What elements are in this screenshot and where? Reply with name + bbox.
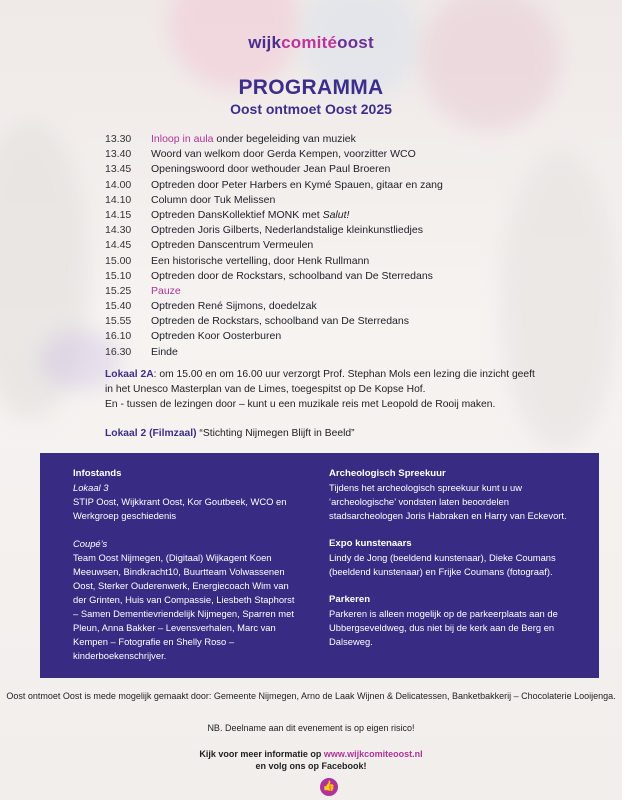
info-panel — [40, 453, 599, 678]
lokaal-2-description: Lokaal 2 (Filmzaal) “Stichting Nijmegen Blijft in Beeld” — [105, 428, 355, 439]
schedule-row: 15.55 Optreden de Rockstars, schoolband van De Sterredans — [105, 315, 409, 328]
schedule-row: 13.45 Openingswoord door wethouder Jean Paul Broeren — [105, 163, 391, 176]
expo-text: Lindy de Jong (beeldend kunstenaar), Dieke Coumans (beeldend kunstenaar) en Frijke Coumans (fotograaf). — [329, 552, 556, 577]
schedule-row: 15.00 Een historische vertelling, door Henk Rullmann — [105, 254, 370, 267]
lokaal3-text: STIP Oost, Wijkkrant Oost, Kor Goutbeek, WCO en Werkgroep geschiedenis — [73, 496, 287, 521]
lokaal-2a-description: Lokaal 2A: om 15.00 en om 16.00 uur verzorgt Prof. Stephan Mols een lezing die inzicht geeft in het Unesco Masterplan van de Limes, toegespitst op De Kopse Hof. En - tussen de lezingen door – kunt u een muzikale reis met Leopold de Rooij maken. — [105, 369, 535, 410]
archeologisch-text: Tijdens het archeologisch spreekuur kunt u uw ‘archeologische’ vondsten laten beoordelen stadsarcheologen Joris Habraken en Harry van Eckevort. — [329, 482, 567, 521]
lokaal3-label: Lokaal 3 — [73, 482, 109, 493]
more-info: Kijk voor meer informatie op www.wijkcomiteoost.nl en volg ons op Facebook! — [199, 749, 423, 771]
thumbs-up-icon[interactable]: 👍 — [320, 778, 338, 796]
schedule-row: 15.10 Optreden door de Rockstars, schoolband van De Sterredans — [105, 269, 433, 282]
program-schedule — [105, 132, 545, 360]
schedule-row: 16.30 Einde — [105, 345, 178, 358]
schedule-row: 13.30 Inloop in aula onder begeleiding van muziek — [105, 133, 356, 145]
sponsors-text: Oost ontmoet Oost is mede mogelijk gemaakt door: Gemeente Nijmegen, Arno de Laak Wijnen & Delicatessen, Banketbakkerij – Chocolaterie Looijenga. — [6, 691, 616, 701]
parkeren-text: Parkeren is alleen mogelijk op de parkeerplaats aan de Ubbergseveldweg, dus niet bij de kerk aan de Berg en Dalseweg. — [329, 608, 558, 647]
info-left-column — [73, 467, 298, 663]
wijkcomite-logo: wijkcomitéoost — [248, 33, 374, 52]
info-right-column — [329, 467, 569, 649]
archeologisch-heading: Archeologisch Spreekuur — [329, 468, 446, 479]
infostands-heading: Infostands — [73, 468, 122, 479]
schedule-row: 14.15 Optreden DansKollektief MONK met Salut! — [105, 208, 350, 221]
schedule-row: 14.10 Column door Tuk Melissen — [105, 193, 276, 206]
coupes-text: Team Oost Nijmegen, (Digitaal) Wijkagent Koen Meeuwsen, Bindkracht10, Buurtteam Volwassenen Oost, Sterker Ouderenwerk, Energiecoach Wim van der Grinten, Huis van Compassie, Liesbeth Staphorst – Samen Dementievriendelijk Nijmegen, Sparren met Pleun, Anna Bakker – Levensverhalen, Marc van Kempen – Fotografie en Shelly Roso – kinderboekenschrijver. — [73, 552, 295, 661]
schedule-row: 14.30 Optreden Joris Gilberts, Nederlandstalige kleinkunstliedjes — [105, 224, 423, 237]
risk-notice: NB. Deelname aan dit evenement is op eigen risico! — [207, 723, 415, 733]
schedule-row: 16.10 Optreden Koor Oosterburen — [105, 330, 282, 343]
schedule-row: 14.45 Optreden Danscentrum Vermeulen — [105, 239, 314, 252]
coupes-label: Coupé’s — [73, 538, 108, 549]
schedule-row: 15.40 Optreden René Sijmons, doedelzak — [105, 300, 317, 313]
website-link[interactable]: www.wijkcomiteoost.nl — [323, 749, 423, 759]
schedule-row: 15.25 Pauze — [105, 284, 181, 297]
schedule-row: 13.40 Woord van welkom door Gerda Kempen, voorzitter WCO — [105, 148, 416, 161]
page-title: PROGRAMMA — [238, 76, 384, 99]
page-subtitle: Oost ontmoet Oost 2025 — [230, 101, 392, 117]
parkeren-heading: Parkeren — [329, 594, 371, 605]
expo-heading: Expo kunstenaars — [329, 538, 412, 549]
schedule-row: 14.00 Optreden door Peter Harbers en Kymé Spauen, gitaar en zang — [105, 178, 443, 191]
